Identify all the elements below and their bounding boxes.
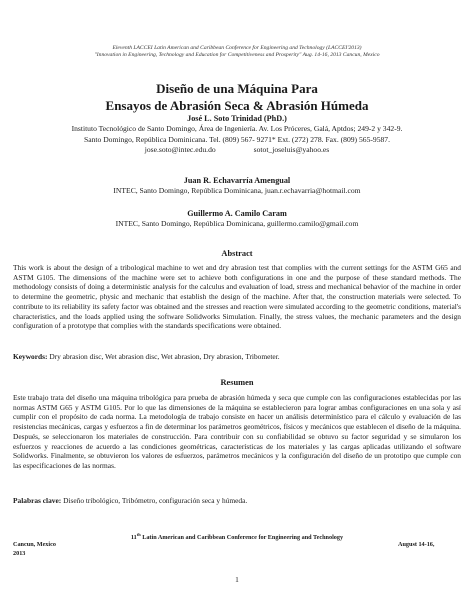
footer-year: 2013 <box>13 549 26 557</box>
conference-header <box>0 45 474 59</box>
author-affiliation: INTEC, Santo Domingo, República Dominicana, juan.r.echavarria@hotmail.com <box>113 186 361 196</box>
palabras-clave-text: Diseño tribológico, Tribómetro, configuración seca y húmeda. <box>61 496 248 505</box>
author-name: Guillermo A. Camilo Caram <box>187 209 287 218</box>
palabras-clave-label: Palabras clave: <box>13 496 62 505</box>
paper-title <box>0 80 474 114</box>
author-affiliation: Instituto Tecnológico de Santo Domingo, Área de Ingeniería. Av. Los Próceres, Galá, Aptdos; 249-2 y 342-9. <box>71 124 403 134</box>
footer-conf-suffix: th <box>136 532 141 537</box>
keywords-line <box>13 352 461 362</box>
author-email-link[interactable]: jose.soto@intec.edu.do <box>144 145 216 155</box>
resumen-text: Este trabajo trata del diseño una máquina tribológica para prueba de abrasión húmeda y seca que cumple con las configuraciones establecidas por las normas ASTM G65 y ASTM G105. Por lo que las dimensiones de la máquina se establecieron para lograr ambas configuraciones en una sola y así cumplir con el propósito de cada norma. La metodología de trabajo consiste en hacer un análisis determinístico para el cálculo y evaluación de las resistencias mecánicas, cargas y esfuerzos a fin de determinar los parámetros geométricos, físicos y mecánicos que establecen el diseño de la máquina. Después, se seleccionaron los materiales de construcción. Para contribuir con su confiabilidad se obtuvo su factor seguridad y se simularon los esfuerzos y reacciones de acuerdo a las condiciones geométricas, características de los materiales y las cargas aplicadas utilizando el software Solidworks. Finalmente, se obtuvieron los valores de esfuerzos, parámetros mecánicos y la configuración del diseño de un prototipo que cumple con las especificaciones de las normas. <box>13 393 461 470</box>
paper-title-line-1: Diseño de una Máquina Para <box>156 81 318 96</box>
author-name: Juan R. Echavarría Amengual <box>183 176 291 185</box>
footer-dates: August 14-16, <box>398 541 435 548</box>
author-block-1 <box>0 114 474 156</box>
author-email-link[interactable]: sotot_joseluis@yahoo.es <box>253 145 330 155</box>
author-block-3 <box>0 209 474 230</box>
keywords-text: Dry abrasion disc, Wet abrasion disc, Wet abrasion, Dry abrasion, Tribometer. <box>47 352 280 361</box>
footer-location <box>13 541 56 558</box>
conference-header-line-2: "Innovation in Engineering, Technology and Education for Competitiveness and Prosperity" Aug. 14-16, 2013 Cancun, Mexico <box>94 52 380 59</box>
footer-city: Cancun, Mexico <box>13 541 56 548</box>
palabras-clave-line <box>13 496 461 506</box>
footer-conf-number: 11 <box>130 534 137 542</box>
author-emails <box>0 145 474 155</box>
conference-header-line-1: Eleventh LACCEI Latin American and Caribbean Conference for Engineering and Technology (LACCEI'2013) <box>112 45 362 51</box>
author-affiliation: INTEC, Santo Domingo, República Dominicana, guillermo.camilo@gmail.com <box>115 219 359 229</box>
page-number: 1 <box>235 575 239 584</box>
author-block-2 <box>0 176 474 197</box>
abstract-text: This work is about the design of a tribological machine to wet and dry abrasion test that complies with the current settings for the ASTM G65 and ASTM G105. The dimensions of the machine were set to achieve both configurations in one and the purpose of these standard methods. The methodology consists of doing a deterministic analysis for the calculus and evaluation of load, stress and mechanical behavior of the machine in order to determine the geometric, physic and mechanic that establish the design of the machine. After that, the construction materials were selected. To contribute to its reliability its safety factor was obtained and the stresses and reaction were simulated according to the geometric conditions, material's characteristics, and the loads applied using the software Solidworks Simulation. Finally, the stress values, the mechanic parameters and the design configuration of a prototype that complies with the standards specifications were obtained. <box>13 263 461 331</box>
paper-title-line-2: Ensayos de Abrasión Seca & Abrasión Húmeda <box>105 98 369 113</box>
resumen-heading: Resumen <box>220 378 254 387</box>
abstract-heading: Abstract <box>221 249 253 258</box>
author-name: José L. Soto Trinidad (PhD.) <box>187 114 287 123</box>
author-affiliation-contact: Santo Domingo, República Dominicana. Tel. (809) 567- 9271* Ext. (272) 278. Fax. (809) 565-9587. <box>84 134 390 144</box>
keywords-label: Keywords: <box>13 352 48 361</box>
footer-conf-name: Latin American and Caribbean Conference for Engineering and Technology <box>140 534 344 542</box>
